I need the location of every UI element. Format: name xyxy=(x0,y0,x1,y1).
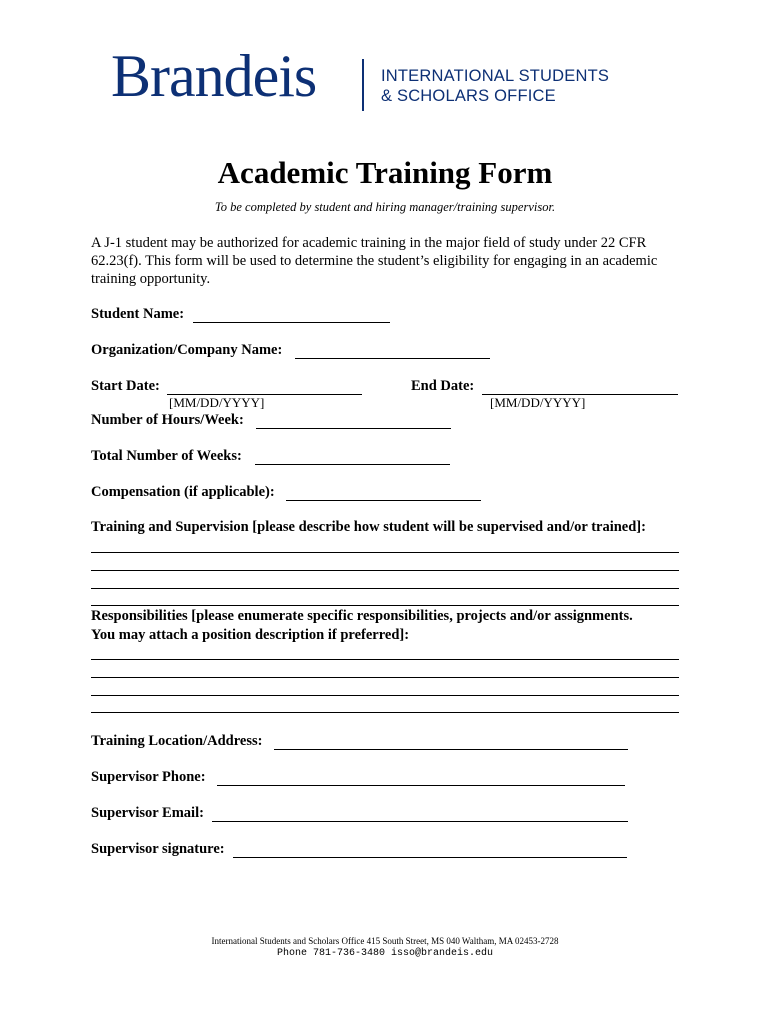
hours-week-label: Number of Hours/Week: xyxy=(91,412,244,428)
end-date-label: End Date: xyxy=(411,378,475,394)
page-subtitle: To be completed by student and hiring manager/training supervisor. xyxy=(214,200,556,214)
responsibilities-line-1[interactable] xyxy=(91,659,679,660)
logo-divider xyxy=(362,59,364,111)
office-name-line-1: INTERNATIONAL STUDENTS xyxy=(381,67,610,85)
footer-address: International Students and Scholars Office 415 South Street, MS 040 Waltham, MA 02453-2728 xyxy=(211,936,559,946)
organization-label: Organization/Company Name: xyxy=(91,342,283,358)
supervisor-email-label: Supervisor Email: xyxy=(91,805,204,821)
responsibilities-label-line-1: Responsibilities [please enumerate specific responsibilities, projects and/or assignments. xyxy=(91,608,633,624)
student-name-field[interactable] xyxy=(193,322,390,323)
end-date-format-hint: [MM/DD/YYYY] xyxy=(490,395,586,410)
training-location-label: Training Location/Address: xyxy=(91,733,263,749)
compensation-label: Compensation (if applicable): xyxy=(91,484,275,500)
supervisor-signature-label: Supervisor signature: xyxy=(91,841,225,857)
responsibilities-line-3[interactable] xyxy=(91,695,679,696)
total-weeks-field[interactable] xyxy=(255,464,450,465)
start-date-format-hint: [MM/DD/YYYY] xyxy=(169,395,265,410)
training-location-field[interactable] xyxy=(274,749,628,750)
total-weeks-label: Total Number of Weeks: xyxy=(91,448,242,464)
footer-contact: Phone 781-736-3480 isso@brandeis.edu xyxy=(276,948,494,959)
brandeis-logo: Brandeis xyxy=(111,43,317,109)
start-date-label: Start Date: xyxy=(91,378,160,394)
organization-field[interactable] xyxy=(295,358,490,359)
training-supervision-line-3[interactable] xyxy=(91,588,679,589)
office-name xyxy=(381,66,609,106)
intro-paragraph: A J-1 student may be authorized for academic training in the major field of study under 22 CFR 62.23(f). This form will be used to determine the student’s eligibility for engaging in an academic training opportunity. xyxy=(91,235,658,287)
responsibilities-line-4[interactable] xyxy=(91,712,679,713)
training-supervision-label: Training and Supervision [please describe how student will be supervised and/or trained]: xyxy=(91,519,646,535)
student-name-label: Student Name: xyxy=(91,306,185,322)
responsibilities-label-line-2: You may attach a position description if preferred]: xyxy=(91,627,410,643)
supervisor-phone-label: Supervisor Phone: xyxy=(91,769,206,785)
supervisor-phone-field[interactable] xyxy=(217,785,625,786)
supervisor-email-field[interactable] xyxy=(212,821,628,822)
page-title: Academic Training Form xyxy=(217,155,553,190)
compensation-field[interactable] xyxy=(286,500,481,501)
training-supervision-line-4[interactable] xyxy=(91,605,679,606)
responsibilities-line-2[interactable] xyxy=(91,677,679,678)
training-supervision-line-2[interactable] xyxy=(91,570,679,571)
training-supervision-line-1[interactable] xyxy=(91,552,679,553)
supervisor-signature-field[interactable] xyxy=(233,857,627,858)
office-name-line-2: & SCHOLARS OFFICE xyxy=(381,87,556,105)
hours-week-field[interactable] xyxy=(256,428,451,429)
